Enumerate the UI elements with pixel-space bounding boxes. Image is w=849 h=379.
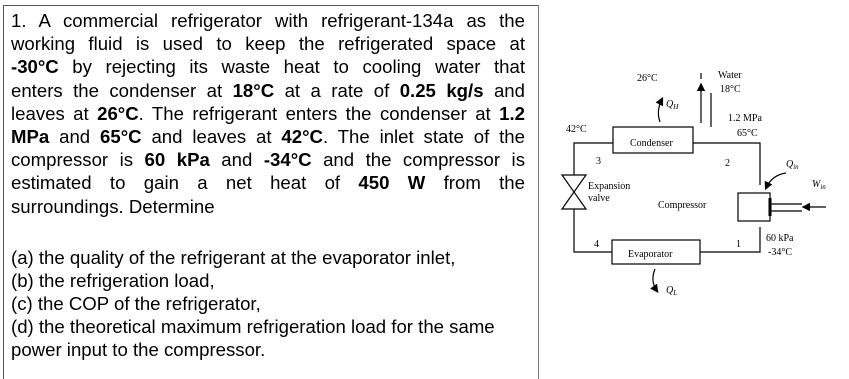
win-label: $W_{in}$	[812, 179, 826, 191]
problem-line	[11, 55, 525, 78]
problem-text: . The inlet state of the	[322, 126, 525, 148]
problem-text: and	[49, 126, 101, 148]
given-value: 42°C	[281, 126, 323, 148]
given-value: -34°C	[263, 149, 312, 171]
evaporator-label: Evaporator	[628, 249, 673, 260]
problem-line	[11, 79, 525, 102]
expansion-valve-symbol	[562, 175, 586, 209]
text-frame-top-border	[3, 5, 538, 6]
problem-text: by rejecting its waste heat to cooling water that	[58, 56, 525, 78]
qh-label: $Q_H$	[666, 99, 679, 111]
compressor-rod	[771, 204, 802, 211]
given-value: -30°C	[11, 56, 59, 78]
condenser-label: Condenser	[630, 138, 673, 149]
condenser-in-pressure-label: 1.2 MPa	[728, 113, 762, 124]
problem-text: and the compressor is	[311, 149, 525, 171]
state-3-label: 3	[596, 156, 601, 167]
problem-text: and	[483, 79, 525, 101]
line-evaporator-to-compressor	[700, 227, 760, 252]
qin-arrow	[766, 173, 786, 188]
part-a: (a) the quality of the refrigerant at the evaporator inlet,	[11, 247, 456, 268]
problem-line	[11, 102, 525, 125]
given-value: 450 W	[358, 172, 426, 194]
problem-statement	[11, 9, 525, 218]
given-value: 60 kPa	[144, 149, 210, 171]
given-value: 26°C	[97, 102, 139, 124]
qh-arrow	[658, 99, 662, 122]
ql-arrow	[653, 269, 657, 291]
compressor-cylinder	[738, 193, 770, 221]
problem-text: enters the condenser at	[11, 79, 233, 101]
part-d-continued: power input to the compressor.	[11, 339, 266, 360]
state-1-label: 1	[736, 239, 741, 250]
given-value: 18°C	[232, 79, 275, 101]
column-divider	[538, 5, 539, 379]
problem-text: and	[209, 149, 264, 171]
line-valve-to-evaporator	[574, 209, 612, 252]
given-value: 0.25 kg/s	[399, 79, 484, 101]
evaporator-out-temp-label: -34°C	[768, 247, 792, 258]
question-parts	[11, 246, 531, 361]
compressor-label: Compressor	[658, 200, 707, 211]
problem-text: . The refrigerant enters the condenser at	[138, 102, 500, 124]
line-condenser-to-valve	[574, 143, 613, 175]
part-d: (d) the theoretical maximum refrigeration load for the same	[11, 316, 495, 337]
state-2-label: 2	[725, 158, 730, 169]
problem-text: leaves at	[11, 102, 98, 124]
given-value: 65°C	[100, 126, 142, 148]
part-c: (c) the COP of the refrigerator,	[11, 293, 261, 314]
part-b: (b) the refrigeration load,	[11, 270, 215, 291]
state-4-label: 4	[594, 239, 599, 250]
condenser-in-temp-label: 65°C	[737, 128, 758, 139]
water-out-temp-label: 26°C	[637, 73, 658, 84]
problem-line	[11, 148, 525, 171]
text-frame-left-border	[3, 5, 4, 379]
problem-text: compressor is	[11, 149, 145, 171]
problem-text: from the	[425, 172, 525, 194]
evaporator-out-pressure-label: 60 kPa	[766, 233, 794, 244]
water-label: Water	[718, 70, 742, 81]
problem-text: estimated to gain a net heat of	[11, 172, 359, 194]
problem-line	[11, 32, 525, 55]
expansion-valve-label-line2: valve	[588, 193, 610, 204]
problem-text: surroundings. Determine	[11, 195, 215, 217]
given-value: 1.2	[499, 102, 526, 124]
problem-line	[11, 125, 525, 148]
problem-text: working fluid is used to keep the refrigerated space at	[11, 33, 525, 55]
problem-line	[11, 9, 525, 32]
problem-line	[11, 171, 525, 194]
problem-text: A commercial refrigerator with refrigerant-134a as the	[38, 10, 525, 31]
problem-number: 1.	[11, 10, 39, 31]
condenser-out-temp-label: 42°C	[566, 124, 587, 135]
problem-text: and leaves at	[141, 126, 282, 148]
given-value: MPa	[11, 126, 50, 148]
qin-label: $Q_{in}$	[786, 159, 799, 171]
water-in-temp-label: 18°C	[720, 84, 741, 95]
ql-label: $Q_L$	[666, 285, 678, 297]
expansion-valve-label-line1: Expansion	[588, 181, 631, 192]
refrigeration-cycle-diagram	[540, 55, 840, 305]
problem-line	[11, 195, 525, 218]
problem-text: at a rate of	[274, 79, 400, 101]
